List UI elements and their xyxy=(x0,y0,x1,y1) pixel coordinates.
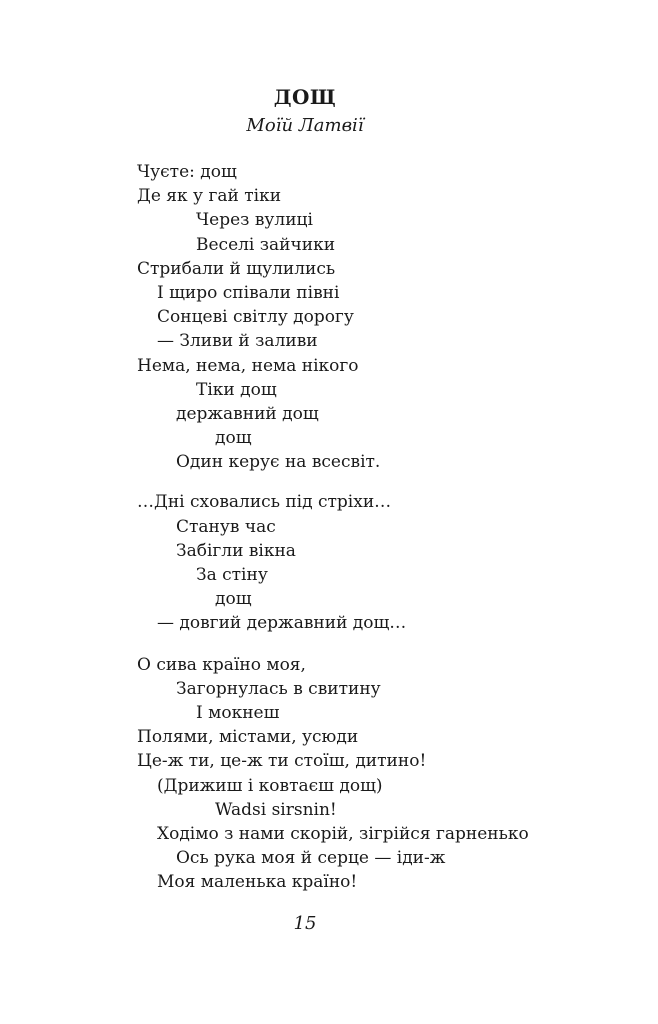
stanza-2 xyxy=(137,490,637,635)
poem-title: ДОЩ xyxy=(273,85,337,109)
poem-line: — Зливи й заливи xyxy=(157,331,318,352)
poem-line: Забігли вікна xyxy=(176,540,296,561)
poem-line: Це-ж ти, це-ж ти стоїш, дитино! xyxy=(137,751,427,772)
poem-line: (Дрижиш і ковтаєш дощ) xyxy=(157,775,383,796)
poem-line: дощ xyxy=(215,428,252,449)
stanza-3 xyxy=(137,653,637,895)
poem-line: Ходімо з нами скорій, зігрійся гарненько xyxy=(157,823,529,844)
poem-line: І мокнеш xyxy=(196,702,280,723)
poem-line: О сива країно моя, xyxy=(137,654,306,675)
poem-line: За стіну xyxy=(196,565,268,585)
poem-line: Моя маленька країно! xyxy=(157,872,358,893)
poem-line: дощ xyxy=(215,589,252,610)
poem-line: Нема, нема, нема нікого xyxy=(137,355,359,376)
poem-line: Веселі зайчики xyxy=(196,234,336,255)
poem-line: Сонцеві світлу дорогу xyxy=(157,307,354,328)
poem-line: державний дощ xyxy=(176,403,319,424)
poem-line: І щиро співали півні xyxy=(157,282,340,303)
poem-line: Стрибали й щулились xyxy=(137,258,336,279)
poem-line: Ось рука моя й серце — іди-ж xyxy=(176,848,446,869)
poem-line: Тіки дощ xyxy=(196,379,277,400)
poem-dedication: Моїй Латвії xyxy=(246,115,364,136)
stanza-1 xyxy=(137,160,637,474)
poem-line: …Дні сховались під стріхи… xyxy=(137,492,392,513)
poem-body xyxy=(137,160,637,894)
poem-line: Один керує на всесвіт. xyxy=(176,452,381,473)
poem-line: Чуєте: дощ xyxy=(137,162,237,182)
poem-line: Через вулиці xyxy=(196,210,313,231)
poem-line: — довгий державний дощ… xyxy=(157,613,407,634)
poem-line: Станув час xyxy=(176,516,276,537)
poem-line: Загорнулась в свитину xyxy=(176,678,381,699)
poem-line: Wadsi sirsnin! xyxy=(215,799,337,820)
page-number: 15 xyxy=(293,913,317,934)
poem-line: Полями, містами, усюди xyxy=(137,727,359,748)
poem-line: Де як у гай тіки xyxy=(137,186,282,207)
